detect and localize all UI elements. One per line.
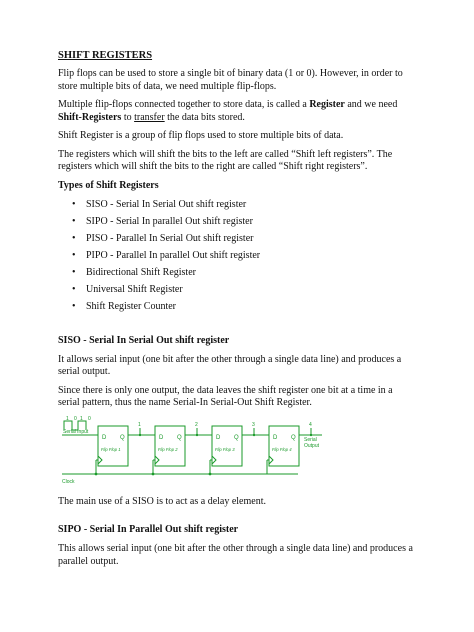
stage-label: 3 xyxy=(252,421,255,428)
q-pin-label: Q xyxy=(291,434,296,441)
d-pin-label: D xyxy=(159,434,164,441)
pulse-bit-label: 0 xyxy=(88,415,91,422)
siso-heading: SISO - Serial In Serial Out shift register xyxy=(58,334,230,346)
text-fragment: the data bits stored. xyxy=(164,111,245,123)
bold-shift-registers: Shift-Registers xyxy=(58,111,122,123)
flip-flop-1-label: Flip Flop 1 xyxy=(101,446,121,452)
pulse-bit-label: 1 xyxy=(66,415,69,422)
serial-output-label: Output xyxy=(304,442,320,449)
flip-flop-3-label: Flip Flop 3 xyxy=(215,446,235,452)
list-item: • SISO - Serial In Serial Out shift register xyxy=(72,199,416,211)
q-pin-label: Q xyxy=(234,434,239,441)
list-item: • Universal Shift Register xyxy=(72,284,416,296)
serial-output-label: Serial xyxy=(304,436,317,443)
paragraph-shift-register-def: Shift Register is a group of flip flops used to store multiple bits of data. xyxy=(58,130,344,141)
sipo-heading: SIPO - Serial In Parallel Out shift register xyxy=(58,524,239,535)
paragraph-register-def xyxy=(58,99,416,124)
text-fragment: and we need xyxy=(344,99,398,110)
page-title: SHIFT REGISTERS xyxy=(58,50,153,61)
list-item: • Bidirectional Shift Register xyxy=(72,267,416,279)
siso-paragraph-3: The main use of a SISO is to act as a delay element. xyxy=(58,495,266,507)
types-heading: Types of Shift Registers xyxy=(58,179,159,191)
stage-label: 1 xyxy=(138,421,141,428)
siso-circuit-diagram xyxy=(60,416,360,490)
list-item: • PISO - Parallel In Serial Out shift register xyxy=(72,233,416,245)
pulse-bit-label: 1 xyxy=(80,415,83,422)
q-pin-label: Q xyxy=(120,434,125,441)
sipo-paragraph-1: This allows serial input (one bit after the other through a single data line) and produces a parallel output. xyxy=(58,543,413,567)
bold-register: Register xyxy=(309,99,345,110)
stage-label: 4 xyxy=(309,421,312,428)
paragraph-intro: Flip flops can be used to store a single bit of binary data (1 or 0). However, in order to store multiple bits of data, we need multiple flip-flops. xyxy=(58,68,403,92)
serial-input-label: Serial Input xyxy=(63,428,89,435)
list-item: • PIPO - Parallel In parallel Out shift register xyxy=(72,250,416,262)
d-pin-label: D xyxy=(273,434,278,441)
d-pin-label: D xyxy=(102,434,107,441)
siso-paragraph-2: Since there is only one output, the data leaves the shift register one bit at a time in a serial pattern, thus the name Serial-In Serial-Out Shift Register. xyxy=(58,384,393,408)
q-pin-label: Q xyxy=(177,434,182,441)
list-item: • Shift Register Counter xyxy=(72,301,416,313)
d-pin-label: D xyxy=(216,434,221,441)
flip-flop-4-label: Flip Flop 4 xyxy=(272,446,292,452)
text-fragment: to xyxy=(121,111,135,123)
types-list xyxy=(58,199,416,313)
stage-label: 2 xyxy=(195,421,198,428)
flip-flop-2-label: Flip Flop 2 xyxy=(158,446,178,452)
text-fragment: Multiple flip-flops connected together to store data, is called a xyxy=(58,99,310,110)
clock-label: Clock xyxy=(62,478,75,485)
underlined-transfer: transfer xyxy=(134,111,165,123)
paragraph-left-right: The registers which will shift the bits to the left are called “Shift left registers”. The registers which will shift the bits to the right are called “Shift right registers”. xyxy=(58,148,393,172)
siso-paragraph-1: It allows serial input (one bit after the other through a single data line) and produces a serial output. xyxy=(58,353,402,377)
pulse-bit-label: 0 xyxy=(74,415,77,422)
list-item: • SIPO - Serial In parallel Out shift register xyxy=(72,216,416,228)
